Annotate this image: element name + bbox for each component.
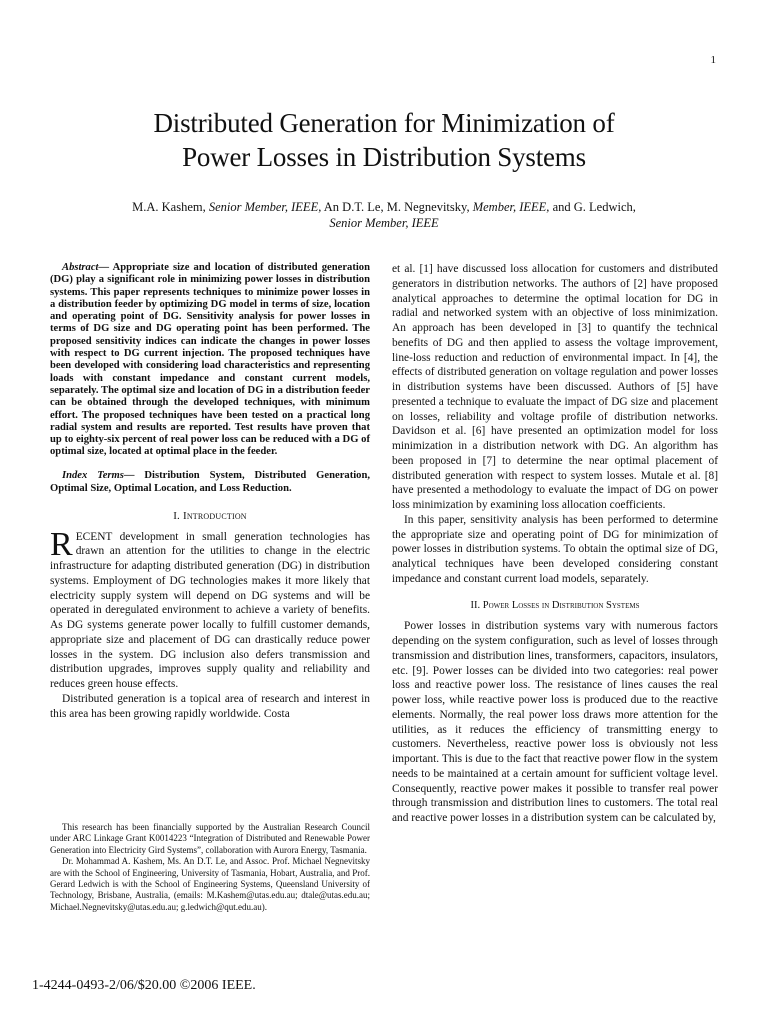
author-3-role: Senior Member, IEEE	[329, 216, 439, 230]
left-column	[50, 262, 370, 721]
intro-paragraph-1-text: ECENT development in small generation technologies has drawn an attention for the utilities to change in the electric infrastructure for adapting distributed generation (DG) in distribution systems. Employment of DG technologies makes it more likely that electricity supply system will depend on DG systems and will be operated in deregulated environment to achieve a variety of benefits. As DG systems generate power locally to fulfill customer demands, appropriate size and placement of DG can drastically reduce power losses in the system. DG inclusion also defers transmission and distribution upgrades, improves supply quality and reliability and reduces green house effects.	[50, 530, 370, 690]
abstract-text: Appropriate size and location of distributed generation (DG) play a significant role in minimizing power losses in distribution systems. This paper represents techniques to minimize power losses in a distribution feeder by optimizing DG model in terms of size, location and operating point of DG. Sensitivity analysis for power losses in terms of DG size and DG operating point has been performed. The proposed sensitivity indices can indicate the changes in power losses with respect to DG current injection. The proposed techniques have been developed with considering load characteristics and representing loads with constant impedance and constant current models, separately. The optimal size and location of DG in a distribution feeder can be obtained through the developed techniques, with minimum effort. The proposed techniques have been tested on a practical long radial system and results are reported. Test results have proven that up to eighty-six percent of real power loss can be reduced with a DG of optimal size, located at optimal place in the feeder.	[50, 262, 370, 458]
title-line-2: Power Losses in Distribution Systems	[182, 142, 586, 172]
right-paragraph-2: In this paper, sensitivity analysis has been performed to determine the appropriate size and operating point of DG for minimization of power losses in distribution systems. To obtain the optimal size of DG, analytical techniques have been developed considering constant impedance and constant current load models, separately.	[392, 513, 718, 585]
index-terms	[50, 469, 370, 495]
author-2-role: Member, IEEE,	[472, 200, 550, 214]
page-number: 1	[710, 54, 716, 66]
drop-cap: R	[50, 525, 73, 563]
index-terms-label: Index Terms	[62, 469, 124, 481]
paper-title	[60, 106, 708, 174]
intro-paragraph-2: Distributed generation is a topical area of research and interest in this area has been growing rapidly worldwide. Costa	[50, 692, 370, 720]
index-terms-text: — Distribution System, Distributed Generation, Optimal Size, Optimal Location, and Loss Reduction.	[50, 469, 370, 494]
author-1: M.A. Kashem,	[132, 200, 209, 214]
author-list	[60, 199, 708, 231]
copyright-line: 1-4244-0493-2/06/$20.00 ©2006 IEEE.	[32, 978, 256, 993]
abstract	[50, 262, 370, 459]
section-1-heading: I. Introduction	[173, 509, 247, 522]
title-line-1: Distributed Generation for Minimization of	[153, 108, 615, 138]
right-paragraph-3: Power losses in distribution systems vary with numerous factors depending on the system configuration, such as level of losses through transmission and distribution lines, transformers, capacitors, insulators, etc. [9]. Power losses can be divided into two categories: real power loss and reactive power loss. The resistance of lines causes the real power loss, while reactive power loss is produced due to the reactive elements. Normally, the real power loss draws more attention for the utilities, as it reduces the efficiency of transmitting energy to customers. Nevertheless, reactive power loss is obviously not less important. This is due to the fact that reactive power flow in the system needs to be maintained at a certain amount for sufficient voltage level. Consequently, reactive power makes it possible to transfer real power through transmission and distribution lines to customers. The total real and reactive power losses in a distribution system can be calculated by,	[392, 620, 718, 824]
right-column	[392, 262, 718, 826]
footnote	[50, 822, 370, 913]
footnote-affiliations: Dr. Mohammad A. Kashem, Ms. An D.T. Le, and Assoc. Prof. Michael Negnevitsky are with the School of Engineering, University of Tasmania, Hobart, Australia, and Prof. Gerard Ledwich is with the School of Engineering Systems, Queensland University of Technology, Brisbane, Australia, (emails: M.Kashem@utas.edu.au; dtale@utas.edu.au; Michael.Negnevitsky@utas.edu.au; g.ledwich@qut.edu.au).	[50, 856, 370, 912]
footnote-funding: This research has been financially supported by the Australian Research Council under ARC Linkage Grant K0014223 “Integration of Distributed and Renewable Power Generation into Electricity Gird Systems”, collaboration with Aurora Energy, Tasmania.	[50, 822, 370, 855]
right-paragraph-1: et al. [1] have discussed loss allocation for customers and distributed generators in distribution networks. The authors of [2] have proposed analytical approaches to determine the optimal location for DG in radial and networked system with an objective of loss minimization. An approach has been developed in [3] to quantify the technical benefits of DG and then applied to assess the voltage improvement, line-loss reduction and reduction of environmental impact. In [4], the effects of distributed generation on voltage regulation and power losses in distribution systems have been discussed. Authors of [5] have presented a technique to evaluate the impact of DG size and placement on losses, reliability and voltage profile of distribution networks. Davidson et al. [6] have presented an optimization model for loss minimization in a distribution network with DG. An algorithm has been proposed in [7] to determine the near optimal placement of distributed generation with respect to system losses. Mutale et al. [8] have presented a methodology to evaluate the impact of DG on power loss minimization by examining loss allocation coefficients.	[392, 263, 718, 511]
abstract-label: Abstract—	[62, 262, 110, 273]
section-2-heading: II. Power Losses in Distribution Systems	[470, 599, 640, 611]
author-2: An D.T. Le, M. Negnevitsky,	[321, 200, 473, 214]
intro-paragraph-1	[50, 525, 370, 692]
author-3: and G. Ledwich,	[549, 200, 636, 214]
author-1-role: Senior Member, IEEE,	[208, 200, 322, 214]
